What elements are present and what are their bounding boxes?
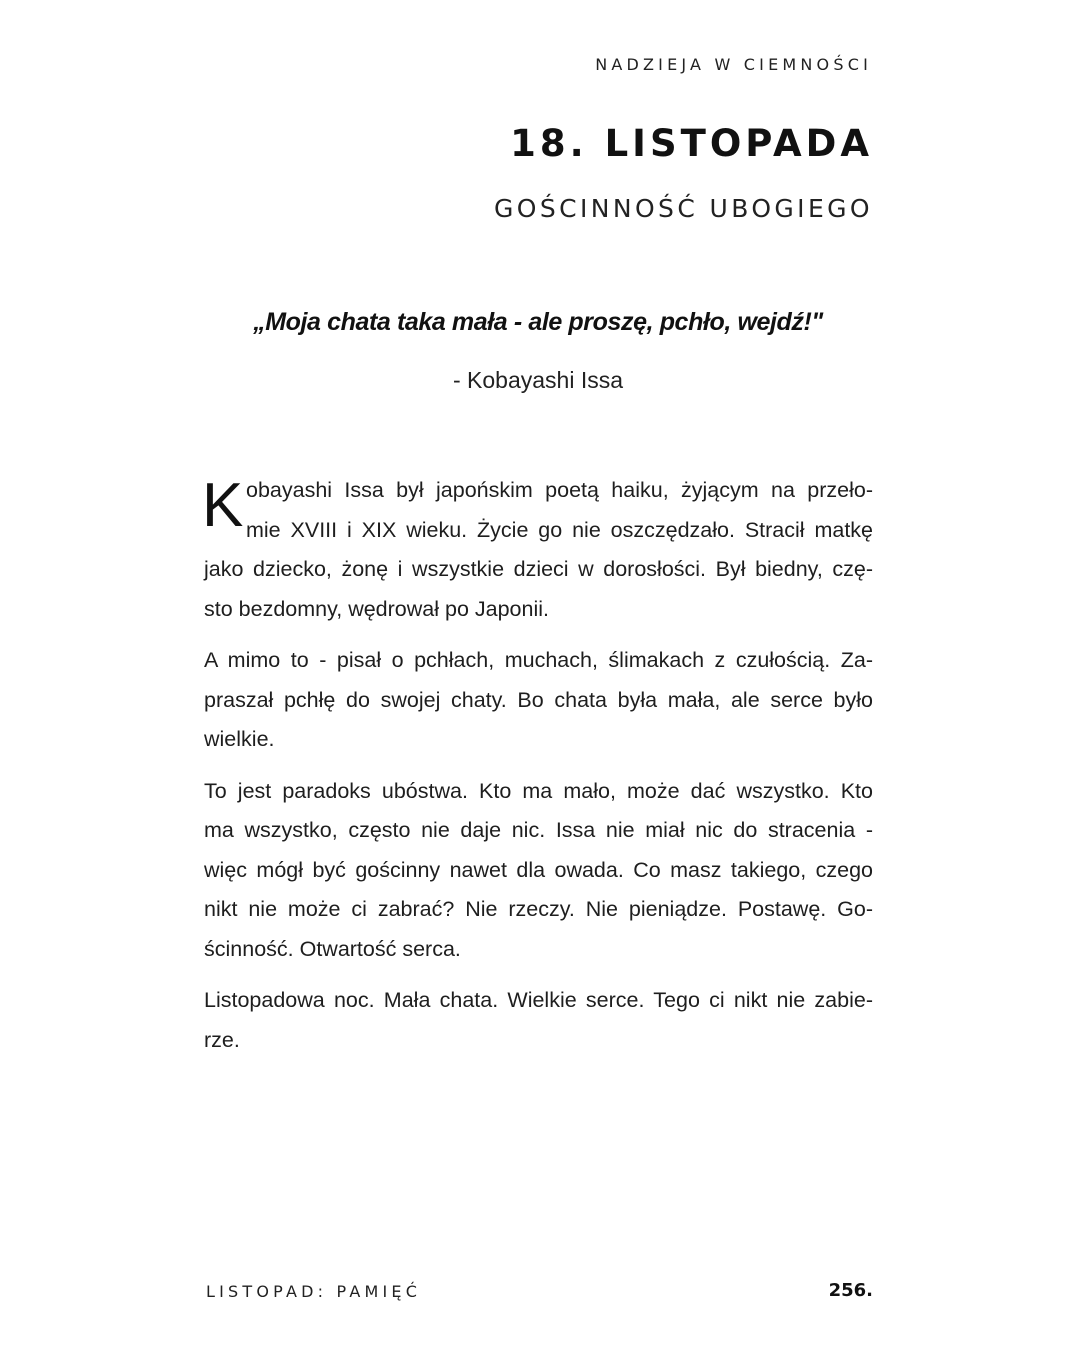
paragraph-line: Listopadowa noc. Mała chata. Wielkie serce. Tego ci nikt nie zabie- (204, 988, 873, 1012)
paragraph-line: mie XVIII i XIX wieku. Życie go nie oszczędzało. Stracił matkę (246, 517, 873, 542)
paragraph-line: więc mógł być gościnny nawet dla owada. Co masz takiego, czego (204, 857, 873, 882)
paragraph-line: sto bezdomny, wędrował po Japonii. (204, 596, 549, 621)
footer-section-title: LISTOPAD: PAMIĘĆ (206, 1282, 422, 1301)
paragraph-line: To jest paradoks ubóstwa. Kto ma mało, może dać wszystko. Kto (204, 778, 873, 803)
paragraph-line: A mimo to - pisał o pchłach, muchach, ślimakach z czułością. Za- (204, 648, 873, 672)
page-number: 256. (828, 1280, 873, 1301)
paragraph-line: ścinność. Otwartość serca. (204, 936, 461, 961)
drop-cap: K (202, 471, 244, 540)
paragraph-line: jako dziecko, żonę i wszystkie dzieci w dorosłości. Był biedny, czę- (204, 557, 873, 581)
epigraph-attribution: - Kobayashi Issa (452, 367, 624, 393)
epigraph-quote: „Moja chata taka mała - ale proszę, pchło, wejdź!" (253, 308, 823, 336)
paragraph (204, 772, 873, 970)
paragraph (204, 981, 873, 1060)
entry-date-title: 18. LISTOPADA (510, 122, 873, 165)
paragraph-line: ma wszystko, często nie daje nic. Issa nie miał nic do stracenia - (204, 818, 873, 842)
paragraph-line: rze. (204, 1027, 240, 1052)
body-text (204, 471, 873, 1072)
paragraph-line: praszał pchłę do swojej chaty. Bo chata była mała, ale serce było (204, 687, 873, 712)
paragraph-line: obayashi Issa był japońskim poetą haiku, żyjącym na przeło- (246, 478, 873, 502)
entry-subtitle: GOŚCINNOŚĆ UBOGIEGO (494, 194, 873, 223)
paragraph (204, 471, 873, 629)
paragraph-line: wielkie. (204, 727, 275, 751)
paragraph-line: nikt nie może ci zabrać? Nie rzeczy. Nie pieniądze. Postawę. Go- (204, 897, 873, 921)
paragraph (204, 641, 873, 760)
running-head: NADZIEJA W CIEMNOŚCI (595, 55, 872, 74)
